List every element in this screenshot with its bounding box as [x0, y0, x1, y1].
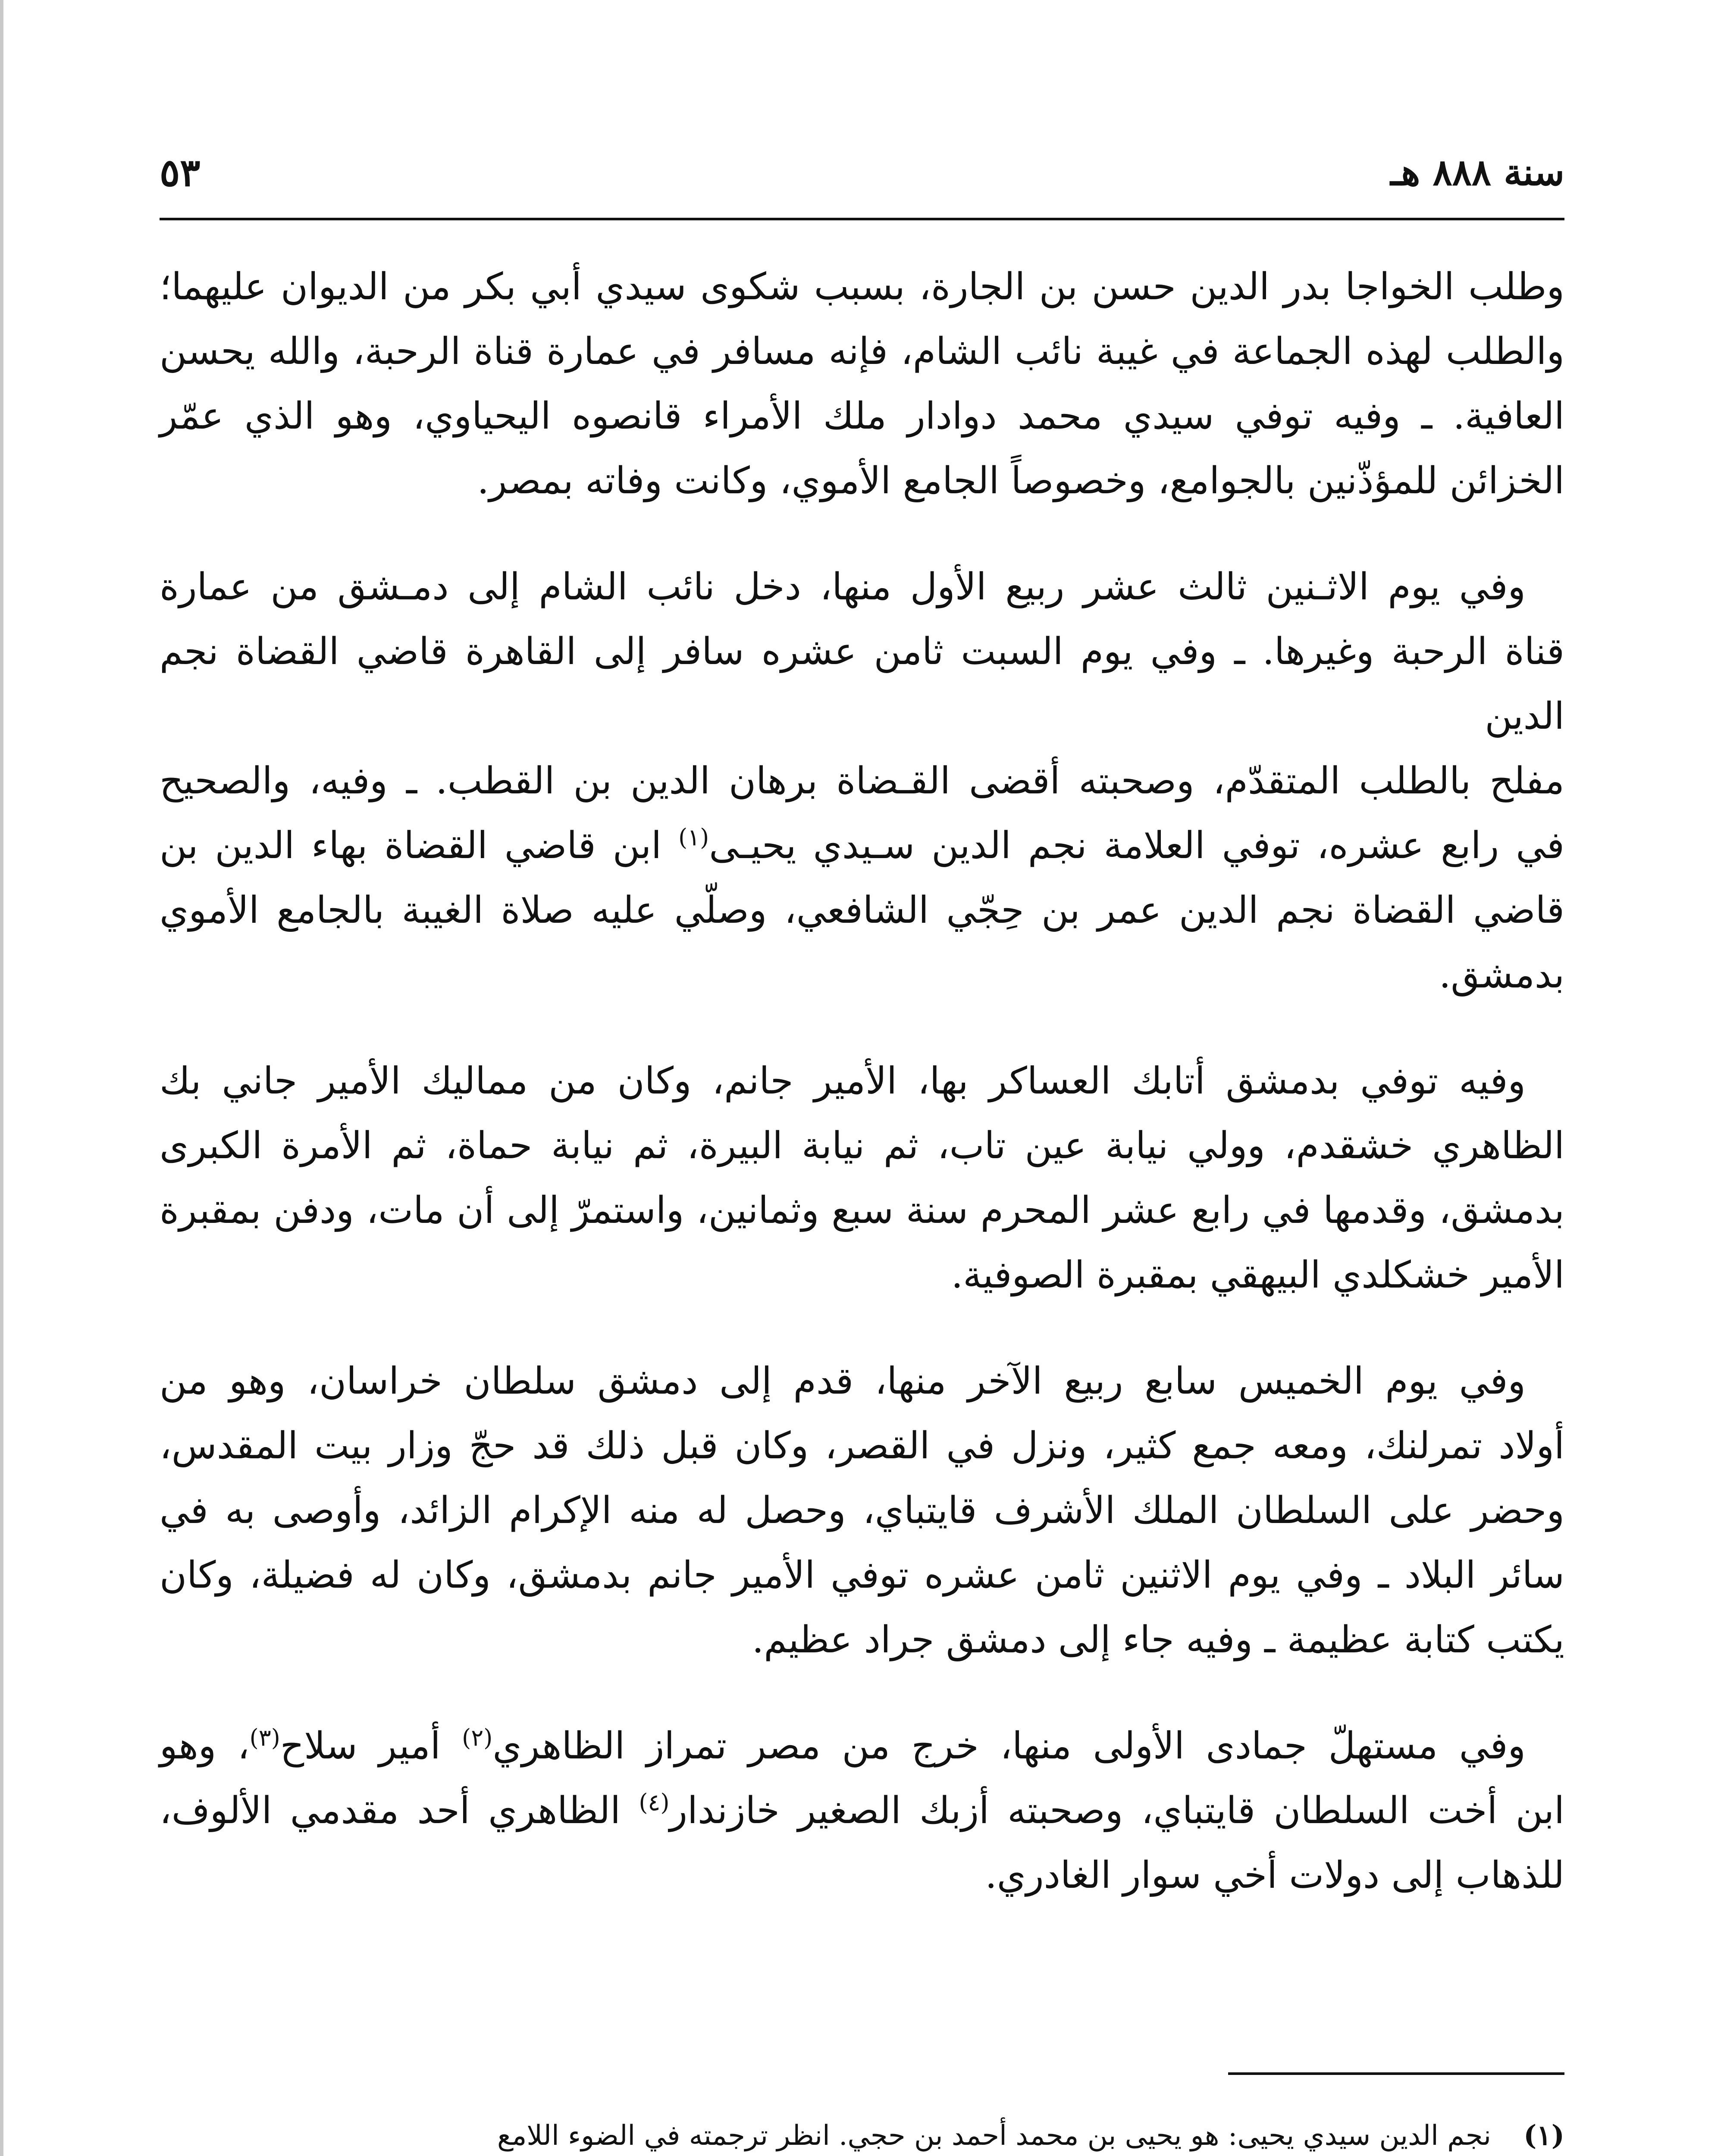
paragraph-4: [160, 1349, 1564, 1672]
footnote-separator: [1228, 2072, 1564, 2075]
paragraph-2: [160, 555, 1564, 1007]
text-line: والطلب لهذه الجماعة في غيبة نائب الشام، فإنه مسافر في عمارة قناة الرحبة، والله يحسن: [160, 330, 1564, 373]
text-line: للذهاب إلى دولات أخي سوار الغادري.: [985, 1854, 1564, 1897]
paragraph-1: [160, 254, 1564, 513]
text-segment: ابن أخت السلطان قايتباي، وصحبته أزبك الصغير خازندار: [669, 1789, 1564, 1832]
footnote-ref-4[interactable]: (٤): [639, 1789, 670, 1816]
text-line: يكتب كتابة عظيمة ـ وفيه جاء إلى دمشق جراد عظيم.: [752, 1618, 1564, 1661]
text-line: [160, 813, 1564, 878]
text-segment: في رابع عشره، توفي العلامة نجم الدين سـيدي يحيـى: [709, 824, 1564, 867]
text-line: قناة الرحبة وغيرها. ـ وفي يوم السبت ثامن عشره سافر إلى القاهرة قاضي القضاة نجم الدين: [160, 630, 1564, 738]
text-line: الخزائن للمؤذّنين بالجوامع، وخصوصاً الجامع الأموي، وكانت وفاته بمصر.: [477, 459, 1564, 502]
text-segment: الظاهري أحد مقدمي الألوف،: [160, 1789, 639, 1832]
text-line: مفلح بالطلب المتقدّم، وصحبته أقضى القـضاة برهان الدين بن القطب. ـ وفيه، والصحيح: [160, 759, 1564, 802]
text-line: [160, 1714, 1564, 1778]
body-text: [160, 254, 1564, 1949]
text-line: سائر البلاد ـ وفي يوم الاثنين ثامن عشره توفي الأمير جانم بدمشق، وكان له فضيلة، وكان: [160, 1554, 1564, 1597]
text-line: بدمشق.: [1439, 953, 1564, 997]
paragraph-5: [160, 1714, 1564, 1908]
text-line: بدمشق، وقدمها في رابع عشر المحرم سنة سبع وثمانين، واستمرّ إلى أن مات، ودفن بمقبرة: [160, 1189, 1564, 1232]
footnote-ref-2[interactable]: (٢): [462, 1724, 493, 1752]
text-line: وفي يوم الخميس سابع ربيع الآخر منها، قدم إلى دمشق سلطان خراسان، وهو من: [160, 1360, 1526, 1403]
text-segment: أمير سلاح: [280, 1724, 462, 1767]
header-rule: [160, 218, 1564, 220]
text-segment: ابن قاضي القضاة بهاء الدين بن: [160, 824, 662, 867]
text-line: وفي يوم الاثـنين ثالث عشر ربيع الأول منها، دخل نائب الشام إلى دمـشق من عمارة: [160, 565, 1526, 608]
footnote-ref-3[interactable]: (٣): [249, 1724, 280, 1752]
footnote-1: [160, 2113, 1564, 2156]
text-line: الأمير خشكلدي البيهقي بمقبرة الصوفية.: [951, 1253, 1564, 1297]
page-edge-shadow: [0, 0, 3, 2156]
running-header: [160, 142, 1564, 207]
text-line: قاضي القضاة نجم الدين عمر بن حِجّي الشافعي، وصلّي عليه صلاة الغيبة بالجامع الأموي: [160, 889, 1564, 932]
footnote-number: (١): [1523, 2119, 1564, 2152]
page-number: ٥٣: [160, 150, 201, 195]
text-line: أولاد تمرلنك، ومعه جمع كثير، ونزل في القصر، وكان قبل ذلك قد حجّ وزار بيت المقدس،: [160, 1424, 1564, 1467]
text-segment: ، وهو: [160, 1724, 250, 1767]
footnote-text: نجم الدين سيدي يحيى: هو يحيى بن محمد أحمد بن حجي. انظر ترجمته في الضوء اللامع: [497, 2120, 1491, 2152]
text-line: وفيه توفي بدمشق أتابك العساكر بها، الأمير جانم، وكان من مماليك الأمير جاني بك: [160, 1059, 1526, 1103]
header-title: سنة ٨٨٨ هـ: [1390, 151, 1564, 194]
text-segment: وفي مستهلّ جمادى الأولى منها، خرج من مصر تمراز الظاهري: [492, 1724, 1526, 1767]
paragraph-3: [160, 1049, 1564, 1307]
text-line: وحضر على السلطان الملك الأشرف قايتباي، وحصل له منه الإكرام الزائد، وأوصى به في: [160, 1489, 1564, 1532]
text-line: الظاهري خشقدم، وولي نيابة عين تاب، ثم نيابة البيرة، ثم نيابة حماة، ثم الأمرة الكبرى: [160, 1124, 1564, 1167]
text-line: وطلب الخواجا بدر الدين حسن بن الجارة، بسبب شكوى سيدي أبي بكر من الديوان عليهما؛: [160, 265, 1564, 308]
footnotes: [160, 2113, 1564, 2156]
text-line: العافية. ـ وفيه توفي سيدي محمد دوادار ملك الأمراء قانصوه اليحياوي، وهو الذي عمّر: [160, 395, 1564, 438]
text-line: [160, 1778, 1564, 1843]
footnote-ref-1[interactable]: (١): [678, 824, 709, 851]
